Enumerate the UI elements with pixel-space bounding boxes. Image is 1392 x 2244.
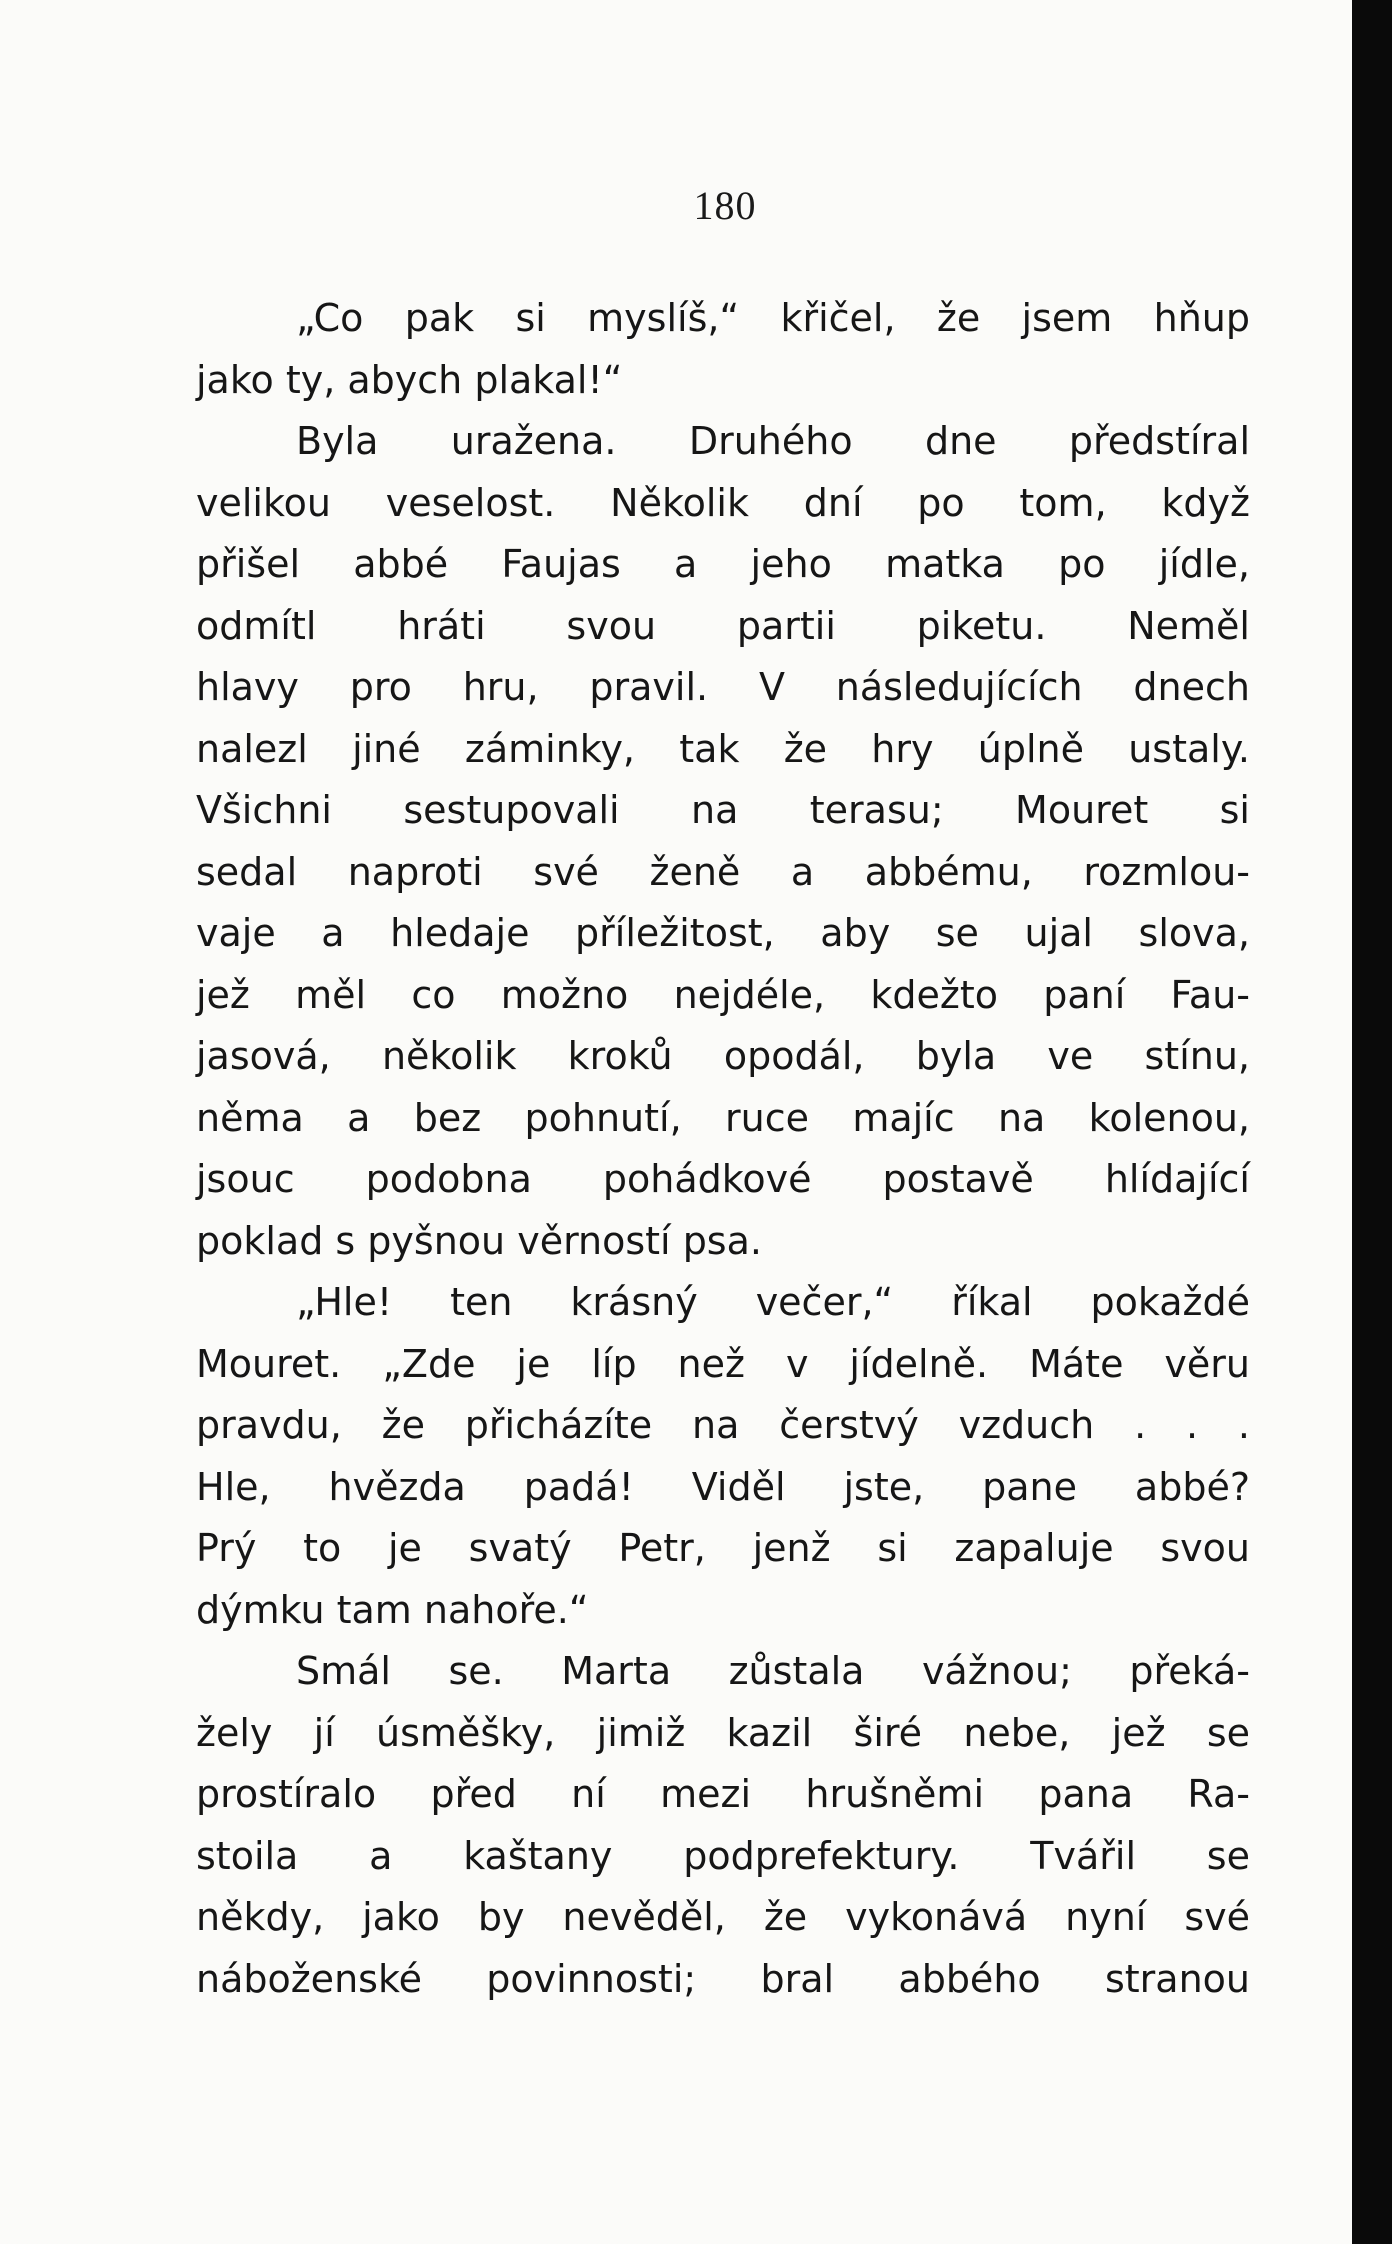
- text-line: pravdu, že přicházíte na čerstvý vzduch . . .: [196, 1403, 1250, 1447]
- body-text: [196, 288, 1250, 2010]
- text-line: velikou veselost. Několik dní po tom, když: [196, 480, 1250, 525]
- text-line: žely jí úsměšky, jimiž kazil širé nebe, jež se: [196, 1710, 1250, 1755]
- text-line: odmítl hráti svou partii piketu. Neměl: [196, 603, 1250, 648]
- text-line: dýmku tam nahoře.“: [196, 1587, 589, 1632]
- text-line: jež měl co možno nejdéle, kdežto paní Fau-: [196, 972, 1250, 1017]
- text-line: jasová, několik kroků opodál, byla ve stínu,: [196, 1034, 1250, 1078]
- text-line: stoila a kaštany podprefektury. Tvářil se: [196, 1833, 1250, 1878]
- text-line: nalezl jiné záminky, tak že hry úplně ustaly.: [196, 726, 1250, 771]
- text-line: „Co pak si myslíš,“ křičel, že jsem hňup: [296, 296, 1250, 340]
- text-line: jako ty, abych plakal!“: [196, 357, 623, 402]
- text-line: náboženské povinnosti; bral abbého stranou: [196, 1956, 1250, 2001]
- text-line: prostíralo před ní mezi hrušněmi pana Ra-: [196, 1772, 1250, 1816]
- text-line: jsouc podobna pohádkové postavě hlídající: [196, 1157, 1250, 1201]
- text-line: Prý to je svatý Petr, jenž si zapaluje svou: [196, 1526, 1250, 1570]
- text-line: někdy, jako by nevěděl, že vykonává nyní své: [196, 1895, 1250, 1939]
- text-line: hlavy pro hru, pravil. V následujících dnech: [196, 665, 1250, 709]
- text-line: Všichni sestupovali na terasu; Mouret si: [196, 788, 1250, 832]
- text-line: přišel abbé Faujas a jeho matka po jídle,: [196, 542, 1250, 586]
- text-line: sedal naproti své ženě a abbému, rozmlou-: [196, 849, 1250, 894]
- text-line: poklad s pyšnou věrností psa.: [196, 1218, 762, 1263]
- text-line: Mouret. „Zde je líp než v jídelně. Máte věru: [196, 1341, 1250, 1386]
- text-line: něma a bez pohnutí, ruce majíc na kolenou,: [196, 1095, 1250, 1140]
- text-line: vaje a hledaje příležitost, aby se ujal slova,: [196, 911, 1250, 955]
- text-line: Smál se. Marta zůstala vážnou; překá-: [296, 1649, 1250, 1693]
- text-line: Hle, hvězda padá! Viděl jste, pane abbé?: [196, 1464, 1250, 1509]
- page-edge-shadow: [1352, 0, 1392, 2244]
- text-line: „Hle! ten krásný večer,“ říkal pokaždé: [296, 1280, 1250, 1324]
- page-number: 180: [693, 183, 757, 228]
- text-line: Byla uražena. Druhého dne předstíral: [296, 419, 1250, 463]
